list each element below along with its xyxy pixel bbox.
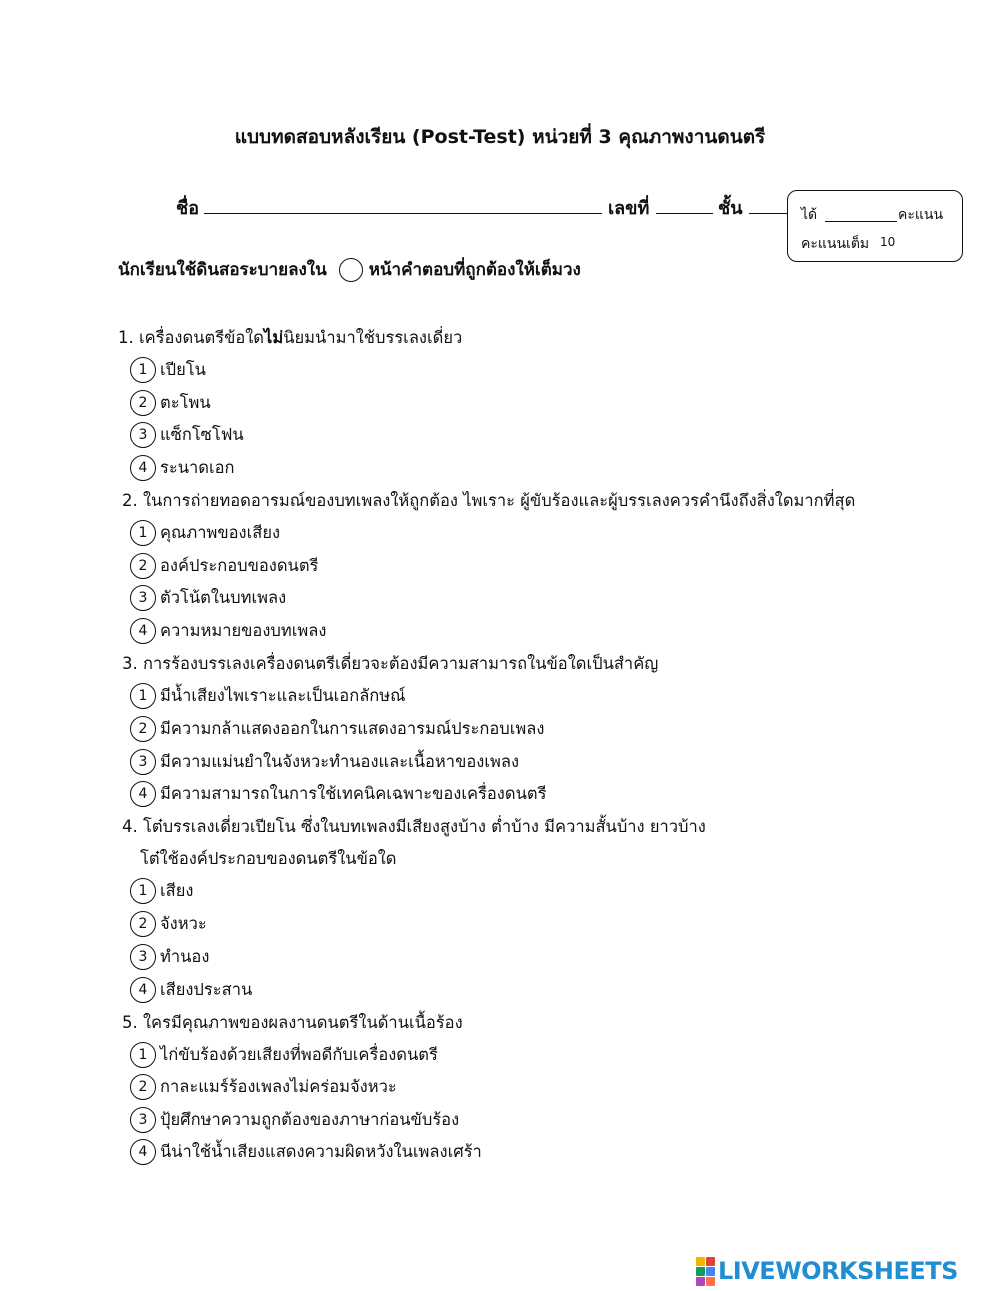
question-5-option-3[interactable] xyxy=(130,1107,459,1133)
question-2-option-2[interactable] xyxy=(130,553,318,579)
choice-circle-2[interactable]: 2 xyxy=(130,390,156,416)
choice-circle-4[interactable]: 4 xyxy=(130,455,156,481)
score-field[interactable] xyxy=(825,221,897,222)
name-field[interactable] xyxy=(204,213,602,214)
question-2: 2. ในการถ่ายทอดอารมณ์ของบทเพลงให้ถูกต้อง ไพเราะ ผู้ขับร้องและผู้บรรเลงควรคำนึงถึงสิ่งใดมากที่สุด xyxy=(122,491,856,510)
liveworksheets-logo xyxy=(696,1256,958,1286)
question-1-option-1[interactable] xyxy=(130,357,206,383)
option-label: องค์ประกอบของดนตรี xyxy=(160,556,319,575)
question-5: 5. ใครมีคุณภาพของผลงานดนตรีในด้านเนื้อร้อง xyxy=(122,1013,463,1032)
option-label: มีน้ำเสียงไพเราะและเป็นเอกลักษณ์ xyxy=(160,686,406,705)
number-label: เลขที่ xyxy=(608,198,650,219)
option-label: เสียง xyxy=(160,881,194,900)
class-field[interactable] xyxy=(749,213,789,214)
choice-circle-2[interactable]: 2 xyxy=(130,1074,156,1100)
choice-circle-1[interactable]: 1 xyxy=(130,357,156,383)
choice-circle-4[interactable]: 4 xyxy=(130,1139,156,1165)
logo-block xyxy=(706,1277,715,1286)
option-label: ตัวโน้ตในบทเพลง xyxy=(160,588,287,607)
choice-circle-2[interactable]: 2 xyxy=(130,716,156,742)
question-3-option-1[interactable] xyxy=(130,683,406,709)
number-field[interactable] xyxy=(656,213,713,214)
choice-circle-3[interactable]: 3 xyxy=(130,749,156,775)
instruction-before: นักเรียนใช้ดินสอระบายลงใน xyxy=(118,260,327,280)
option-label: มีความแม่นยำในจังหวะทำนองและเนื้อหาของเพลง xyxy=(160,752,520,771)
option-label: เปียโน xyxy=(160,360,206,379)
option-label: เสียงประสาน xyxy=(160,980,253,999)
option-label: มีความกล้าแสดงออกในการแสดงอารมณ์ประกอบเพลง xyxy=(160,719,545,738)
score-full-value: 10 xyxy=(880,235,896,249)
question-5-option-1[interactable] xyxy=(130,1042,438,1068)
option-label: ระนาดเอก xyxy=(160,458,235,477)
logo-block xyxy=(696,1277,705,1286)
choice-circle-4[interactable]: 4 xyxy=(130,781,156,807)
option-label: ตะโพน xyxy=(160,393,211,412)
question-5-option-2[interactable] xyxy=(130,1074,397,1100)
question-4: 4. โต๋บรรเลงเดี่ยวเปียโน ซึ่งในบทเพลงมีเสียงสูงบ้าง ต่ำบ้าง มีความสั้นบ้าง ยาวบ้าง xyxy=(122,817,706,836)
option-label: ไก่ขับร้องด้วยเสียงที่พอดีกับเครื่องดนตรี xyxy=(160,1045,438,1064)
question-5-option-4[interactable] xyxy=(130,1139,482,1165)
class-label: ชั้น xyxy=(718,198,743,219)
choice-circle-1[interactable]: 1 xyxy=(130,683,156,709)
choice-circle-3[interactable]: 3 xyxy=(130,585,156,611)
choice-circle-4[interactable]: 4 xyxy=(130,618,156,644)
option-label: ปุ้ยศึกษาความถูกต้องของภาษาก่อนขับร้อง xyxy=(160,1110,460,1129)
question-1-option-3[interactable] xyxy=(130,422,244,448)
logo-blocks-icon xyxy=(696,1257,715,1286)
question-4-option-2[interactable] xyxy=(130,911,207,937)
question-1-option-4[interactable] xyxy=(130,455,235,481)
logo-block xyxy=(696,1267,705,1276)
choice-circle-4[interactable]: 4 xyxy=(130,977,156,1003)
option-label: มีความสามารถในการใช้เทคนิคเฉพาะของเครื่องดนตรี xyxy=(160,784,547,803)
instruction-after: หน้าคำตอบที่ถูกต้องให้เต็มวง xyxy=(368,260,581,280)
question-3-option-2[interactable] xyxy=(130,716,544,742)
choice-circle-1[interactable]: 1 xyxy=(130,1042,156,1068)
logo-block xyxy=(706,1257,715,1266)
choice-circle-3[interactable]: 3 xyxy=(130,422,156,448)
question-4-option-3[interactable] xyxy=(130,944,209,970)
question-1 xyxy=(118,325,462,351)
question-4-option-1[interactable] xyxy=(130,878,193,904)
option-label: คุณภาพของเสียง xyxy=(160,523,281,542)
question-4-line-2: โต๋ใช้องค์ประกอบของดนตรีในข้อใด xyxy=(140,849,397,868)
question-1-suffix: นิยมนำมาใช้บรรเลงเดี่ยว xyxy=(283,328,463,347)
score-points-label: คะแนน xyxy=(898,207,944,223)
question-2-option-3[interactable] xyxy=(130,585,286,611)
score-box xyxy=(787,190,963,262)
choice-circle-3[interactable]: 3 xyxy=(130,1107,156,1133)
question-4-option-4[interactable] xyxy=(130,977,252,1003)
question-2-option-1[interactable] xyxy=(130,520,280,546)
bubble-icon xyxy=(339,258,363,282)
option-label: ทำนอง xyxy=(160,947,210,966)
option-label: จังหวะ xyxy=(160,914,207,933)
choice-circle-1[interactable]: 1 xyxy=(130,878,156,904)
question-3: 3. การร้องบรรเลงเครื่องดนตรีเดี่ยวจะต้องมีความสามารถในข้อใดเป็นสำคัญ xyxy=(122,654,659,673)
logo-block xyxy=(696,1257,705,1266)
page-title: แบบทดสอบหลังเรียน (Post-Test) หน่วยที่ 3 คุณภาพงานดนตรี xyxy=(234,126,766,148)
logo-text: LIVEWORKSHEETS xyxy=(718,1257,958,1285)
option-label: ความหมายของบทเพลง xyxy=(160,621,327,640)
score-got-label: ได้ xyxy=(801,207,818,223)
question-1-option-2[interactable] xyxy=(130,390,211,416)
option-label: กาละแมร์ร้องเพลงไม่คร่อมจังหวะ xyxy=(160,1077,397,1096)
option-label: นีน่าใช้น้ำเสียงแสดงความผิดหวังในเพลงเศร้า xyxy=(160,1142,482,1161)
score-full-label: คะแนนเต็ม xyxy=(801,236,870,252)
choice-circle-2[interactable]: 2 xyxy=(130,553,156,579)
question-3-option-4[interactable] xyxy=(130,781,546,807)
question-3-option-3[interactable] xyxy=(130,749,519,775)
name-label: ชื่อ xyxy=(176,198,200,219)
choice-circle-1[interactable]: 1 xyxy=(130,520,156,546)
instruction xyxy=(118,256,581,283)
option-label: แซ็กโซโฟน xyxy=(160,425,244,444)
choice-circle-2[interactable]: 2 xyxy=(130,911,156,937)
question-1-emphasis: ไม่ xyxy=(264,328,284,347)
choice-circle-3[interactable]: 3 xyxy=(130,944,156,970)
logo-block xyxy=(706,1267,715,1276)
question-2-option-4[interactable] xyxy=(130,618,326,644)
question-1-prefix: 1. เครื่องดนตรีข้อใด xyxy=(118,328,265,347)
